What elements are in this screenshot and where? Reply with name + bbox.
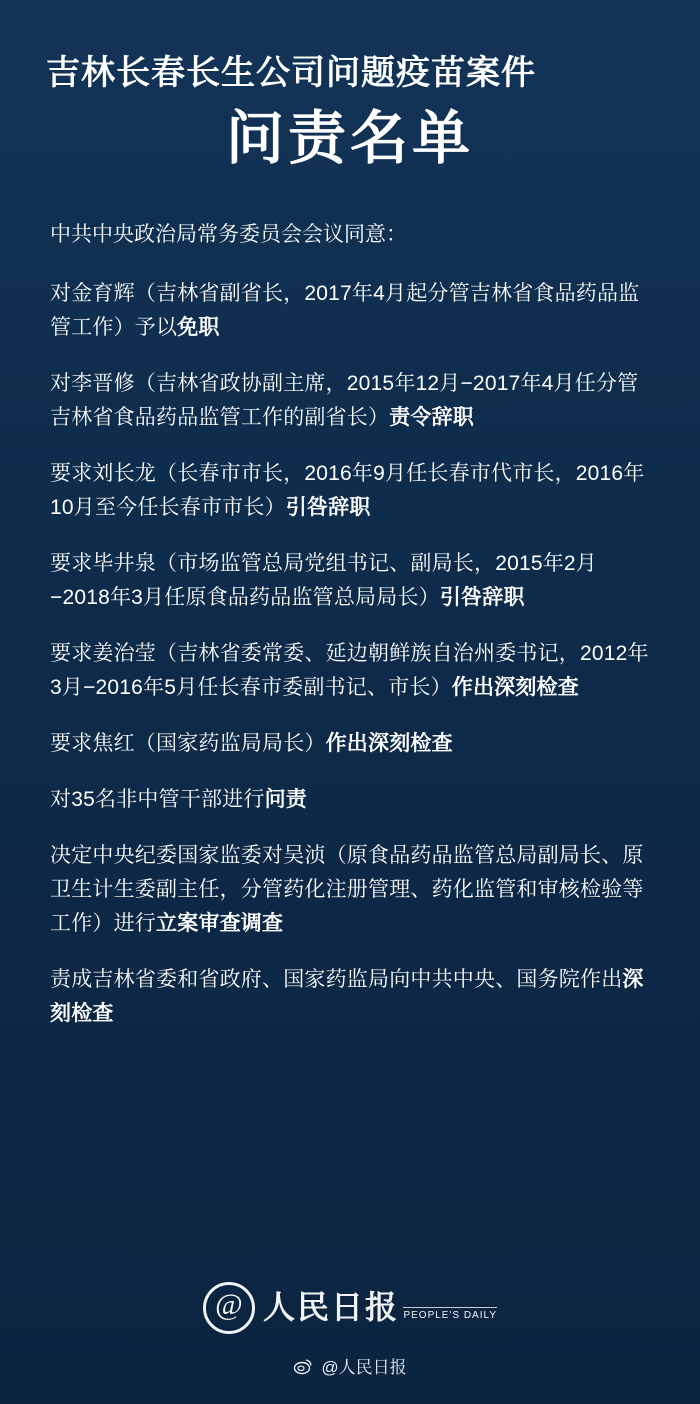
- logo-name-en: PEOPLE'S DAILY: [403, 1307, 497, 1321]
- entry-text: 要求焦红（国家药监局局长）: [50, 731, 326, 755]
- accountability-entry: [50, 277, 650, 345]
- poster-header: [0, 0, 700, 175]
- accountability-entry: [50, 547, 650, 615]
- entry-text: 对35名非中管干部进行: [50, 787, 265, 811]
- page-title-main: 吉林长春长生公司问题疫苗案件: [46, 54, 536, 92]
- entry-text: 要求姜治莹（吉林省委常委、延边朝鲜族自治州委书记，2012年3月−2016年5月任长春市委副书记、市长）: [50, 641, 649, 699]
- lead-paragraph: 中共中央政治局常务委员会会议同意：: [50, 223, 407, 246]
- entry-emphasis: 作出深刻检查: [325, 731, 453, 755]
- entry-text: 要求刘长龙（长春市市长，2016年9月任长春市代市长，2016年10月至今任长春市市长）: [50, 461, 645, 519]
- weibo-icon: [293, 1356, 313, 1376]
- entry-text: 对李晋修（吉林省政协副主席，2015年12月−2017年4月任分管吉林省食品药品监管工作的副省长）: [50, 371, 639, 429]
- entry-text: 对金育辉（吉林省副省长，2017年4月起分管吉林省食品药品监管工作）予以: [50, 281, 640, 339]
- entry-emphasis: 引咎辞职: [439, 585, 525, 609]
- accountability-entry: [50, 727, 650, 761]
- logo-text-block: [263, 1290, 497, 1325]
- entry-emphasis: 深刻检查: [50, 967, 644, 1025]
- accountability-entry: [50, 457, 650, 525]
- entry-emphasis: 引咎辞职: [285, 495, 371, 519]
- poster-body: [0, 175, 700, 1282]
- accountability-entry: [50, 367, 650, 435]
- entry-text: 要求毕井泉（市场监管总局党组书记、副局长，2015年2月−2018年3月任原食品药品监管总局局长）: [50, 551, 597, 609]
- entry-emphasis: 作出深刻检查: [451, 675, 579, 699]
- poster-footer: [0, 1282, 700, 1404]
- accountability-entry: [50, 963, 650, 1031]
- peoples-daily-logo: [203, 1282, 497, 1334]
- weibo-credit: [0, 1353, 700, 1378]
- accountability-entry: [50, 783, 650, 817]
- entry-emphasis: 问责: [264, 787, 307, 811]
- accountability-entry: [50, 637, 650, 705]
- accountability-entry: [50, 839, 650, 941]
- entry-emphasis: 责令辞职: [389, 405, 475, 429]
- accountability-list: [50, 277, 650, 1031]
- page-title-sub: 问责名单: [225, 105, 474, 171]
- at-sign-icon: [203, 1282, 255, 1334]
- entry-text: 决定中央纪委国家监委对吴浈（原食品药品监管总局副局长、原卫生计生委副主任，分管药化注册管理、药化监管和审核检验等工作）进行: [50, 843, 644, 935]
- entry-text: 责成吉林省委和省政府、国家药监局向中共中央、国务院作出: [50, 967, 623, 991]
- entry-emphasis: 立案审查调查: [156, 911, 284, 935]
- entry-emphasis: 免职: [177, 315, 220, 339]
- logo-name-cn: 人民日报: [262, 1289, 399, 1326]
- weibo-handle: @人民日报: [321, 1358, 407, 1377]
